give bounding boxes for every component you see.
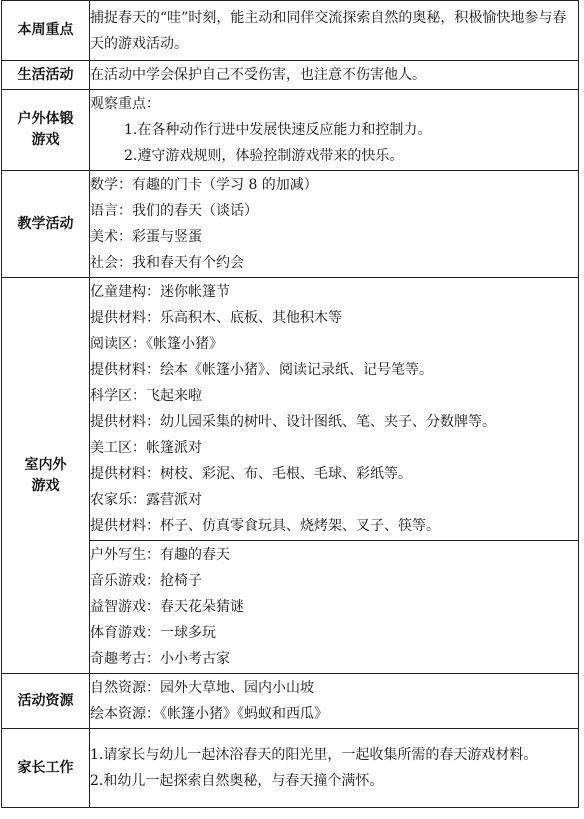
- indoor-game-item: 提供材料：树枝、彩泥、布、毛根、毛球、彩纸等。: [90, 466, 412, 482]
- outdoor-games-list: [90, 541, 579, 674]
- family-list: [90, 729, 579, 808]
- label-daily-life: 生活活动: [2, 61, 90, 90]
- observation-point: 2.遵守游戏规则，体验控制游戏带来的快乐。: [124, 148, 404, 164]
- weekly-plan-table: [1, 0, 579, 808]
- family-item: 2.和幼儿一起探索自然奥秘，与春天撞个满怀。: [90, 773, 384, 789]
- row-resources: [2, 674, 579, 729]
- observation-point: 1.在各种动作行进中发展快速反应能力和控制力。: [124, 122, 432, 138]
- resources-list: [90, 674, 579, 729]
- indoor-game-item: 提供材料：乐高积木、底板、其他积木等: [90, 310, 342, 326]
- row-teaching: [2, 171, 579, 278]
- label-games: 室内外 游戏: [2, 278, 90, 674]
- outdoor-game-item: 奇趣考古：小小考古家: [90, 651, 230, 667]
- row-family: [2, 729, 579, 808]
- label-outdoor-exercise: 户外体锻 游戏: [2, 90, 90, 171]
- indoor-game-item: 美工区：帐篷派对: [90, 440, 202, 456]
- outdoor-game-item: 体育游戏：一球多玩: [90, 625, 216, 641]
- label-family: 家长工作: [2, 729, 90, 808]
- row-outdoor-exercise: [2, 90, 579, 171]
- outdoor-game-item: 音乐游戏：抢椅子: [90, 573, 202, 589]
- outdoor-game-item: 户外写生：有趣的春天: [90, 547, 230, 563]
- row-weekly-focus: [2, 1, 579, 61]
- teaching-item: 美术：彩蛋与竖蛋: [90, 229, 202, 245]
- label-resources: 活动资源: [2, 674, 90, 729]
- teaching-list: [90, 171, 579, 278]
- indoor-game-item: 提供材料：绘本《帐篷小猪》、阅读记录纸、记号笔等。: [90, 362, 433, 378]
- weekly-focus-text: 捕捉春天的“哇”时刻，能主动和同伴交流探索自然的奥秘，积极愉快地参与春天的游戏活动。: [90, 1, 579, 61]
- observation-heading: 观察重点：: [90, 96, 160, 112]
- indoor-game-item: 提供材料：幼儿园采集的树叶、设计图纸、笔、夹子、分数牌等。: [90, 414, 496, 430]
- indoor-game-item: 科学区：飞起来啦: [90, 388, 202, 404]
- family-item: 1.请家长与幼儿一起沐浴春天的阳光里，一起收集所需的春天游戏材料。: [90, 747, 538, 763]
- label-teaching: 教学活动: [2, 171, 90, 278]
- indoor-game-item: 农家乐：露营派对: [90, 492, 202, 508]
- indoor-games-list: [90, 278, 579, 541]
- indoor-game-item: 提供材料：杯子、仿真零食玩具、烧烤架、叉子、筷等。: [90, 518, 440, 534]
- row-daily-life: [2, 61, 579, 90]
- outdoor-exercise-content: [90, 90, 579, 171]
- indoor-game-item: 阅读区：《帐篷小猪》: [90, 336, 223, 352]
- label-weekly-focus: 本周重点: [2, 1, 90, 61]
- teaching-item: 数学：有趣的门卡（学习 8 的加减）: [90, 177, 318, 193]
- teaching-item: 语言：我们的春天（谈话）: [90, 203, 258, 219]
- row-games-indoor: [2, 278, 579, 541]
- indoor-game-item: 亿童建构：迷你帐篷节: [90, 284, 230, 300]
- teaching-item: 社会：我和春天有个约会: [90, 255, 244, 271]
- resource-item: 自然资源：园外大草地、园内小山坡: [90, 680, 314, 696]
- daily-life-text: 在活动中学会保护自己不受伤害，也注意不伤害他人。: [90, 61, 579, 90]
- outdoor-game-item: 益智游戏：春天花朵猜谜: [90, 599, 244, 615]
- resource-item: 绘本资源：《帐篷小猪》《蚂蚁和西瓜》: [90, 706, 328, 722]
